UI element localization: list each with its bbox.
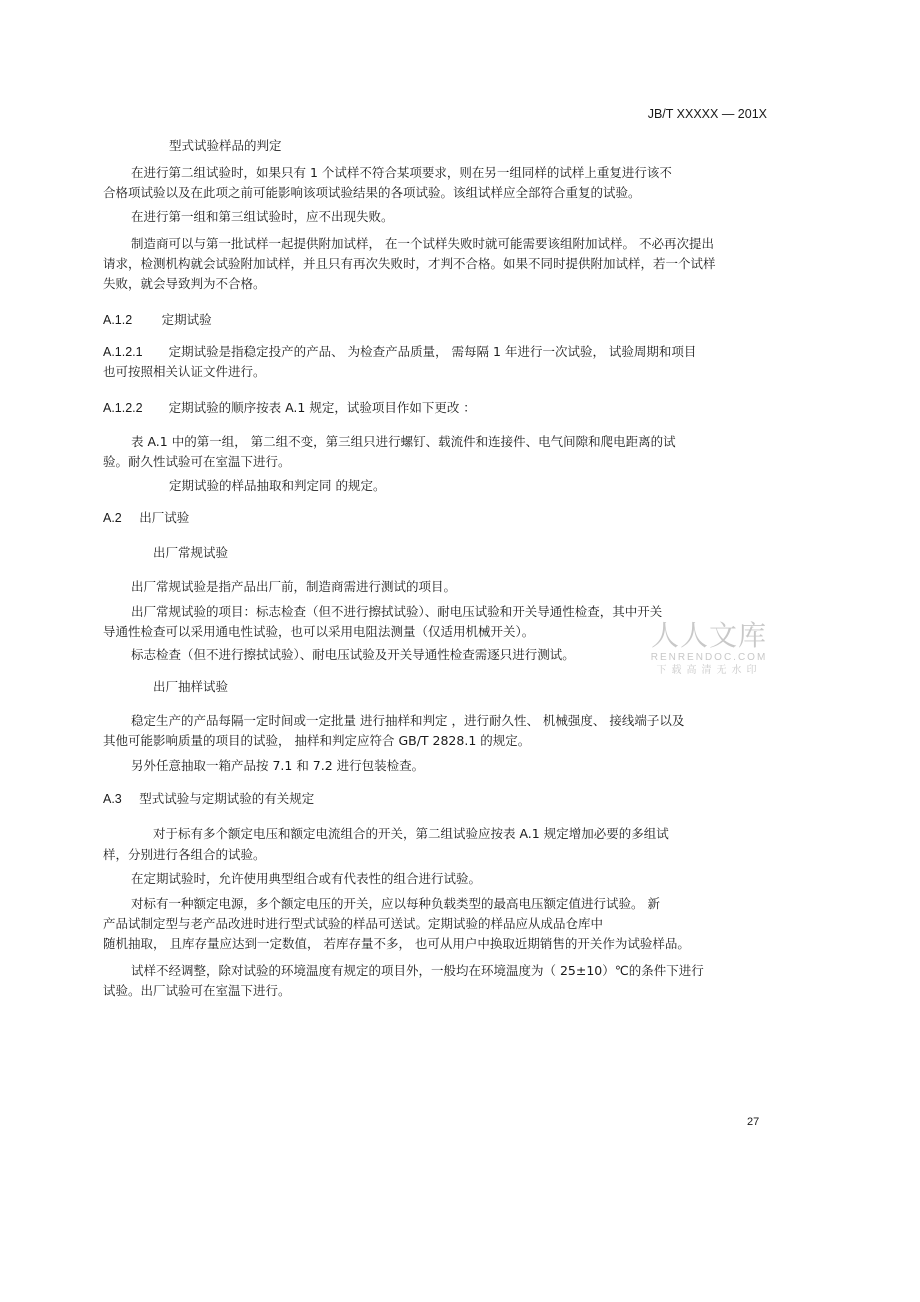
section-number: A.2: [103, 511, 122, 525]
section-title: 定期试验: [161, 313, 212, 327]
subheading-routine-test: 出厂常规试验: [153, 545, 229, 560]
paragraph-line: 其他可能影响质量的项目的试验， 抽样和判定应符合 GB/T 2828.1 的规定。: [103, 733, 531, 748]
paragraph-line: 试验。出厂试验可在室温下进行。: [103, 983, 291, 998]
paragraph-line: 制造商可以与第一批试样一起提供附加试样， 在一个试样失败时就可能需要该组附加试样。 不必再次提出: [131, 236, 714, 251]
paragraph-line: 标志检查（但不进行擦拭试验）、耐电压试验及开关导通性检查需逐只进行测试。: [131, 647, 575, 662]
clause-a121: [103, 342, 696, 362]
paragraph-line: 表 A.1 中的第一组， 第二组不变，第三组只进行螺钉、载流件和连接件、电气间隙和爬电距离的试: [131, 434, 676, 449]
paragraph-line: 对于标有多个额定电压和额定电流组合的开关，第二组试验应按表 A.1 规定增加必要的多组试: [153, 826, 669, 841]
section-title: 出厂试验: [139, 511, 190, 525]
watermark: [646, 620, 772, 678]
watermark-tagline: 下载高清无水印: [656, 665, 762, 676]
watermark-title: 人人文库: [650, 619, 767, 652]
paragraph-line: 定期试验的样品抽取和判定同 的规定。: [169, 478, 386, 493]
paragraph-line: 失败，就会导致判为不合格。: [103, 276, 266, 291]
paragraph-line: 样，分别进行各组合的试验。: [103, 847, 266, 862]
clause-text: 定期试验是指稳定投产的产品、 为检查产品质量， 需每隔 1 年进行一次试验， 试验周期和项目: [168, 344, 697, 359]
paragraph-line: 稳定生产的产品每隔一定时间或一定批量 进行抽样和判定 ，进行耐久性、 机械强度、 接线端子以及: [131, 713, 685, 728]
paragraph-line: 导通性检查可以采用通电性试验，也可以采用电阻法测量（仅适用机械开关）。: [103, 624, 535, 639]
paragraph-line: 另外任意抽取一箱产品按 7.1 和 7.2 进行包装检查。: [131, 758, 425, 773]
section-number: A.1.2: [103, 313, 133, 327]
clause-number: A.1.2.1: [103, 345, 143, 359]
page-number: 27: [747, 1116, 760, 1128]
clause-number: A.1.2.2: [103, 401, 143, 415]
watermark-url: RENRENDOC.COM: [650, 652, 768, 663]
subheading-type-test-judgement: 型式试验样品的判定: [169, 138, 282, 153]
paragraph-line: 在进行第二组试验时，如果只有 1 个试样不符合某项要求，则在另一组同样的试样上重复进行该不: [131, 165, 672, 180]
clause-text: 定期试验的顺序按表 A.1 规定，试验项目作如下更改 ：: [168, 400, 476, 415]
paragraph-line: 验。耐久性试验可在室温下进行。: [103, 454, 291, 469]
paragraph-line: 出厂常规试验的项目：标志检查（但不进行擦拭试验）、耐电压试验和开关导通性检查，其中开关: [131, 604, 663, 619]
subheading-sampling-test: 出厂抽样试验: [153, 679, 229, 694]
paragraph-line: 请求，检测机构就会试验附加试样，并且只有再次失败时，才判不合格。如果不同时提供附加试样，若一个试样: [103, 256, 716, 271]
paragraph-line: 随机抽取， 且库存量应达到一定数值， 若库存量不多， 也可从用户中换取近期销售的开关作为试验样品。: [103, 936, 690, 951]
clause-a122: [103, 398, 476, 418]
document-code-header: JB/T XXXXX — 201X: [647, 107, 767, 121]
paragraph-line: 试样不经调整，除对试验的环境温度有规定的项目外，一般均在环境温度为（ 25±10）℃的条件下进行: [131, 963, 704, 978]
paragraph-line: 在定期试验时，允许使用典型组合或有代表性的组合进行试验。: [131, 871, 482, 886]
paragraph-line: 对标有一种额定电源，多个额定电压的开关，应以每种负载类型的最高电压额定值进行试验。 新: [131, 896, 660, 911]
section-heading-a2: [103, 508, 189, 528]
section-number: A.3: [103, 792, 122, 806]
paragraph-line: 在进行第一组和第三组试验时，应不出现失败。: [131, 209, 394, 224]
section-heading-a3: [103, 789, 314, 809]
paragraph-line: 产品试制定型与老产品改进时进行型式试验的样品可送试。定期试验的样品应从成品仓库中: [103, 916, 604, 931]
section-heading-a12: [103, 310, 212, 330]
section-title: 型式试验与定期试验的有关规定: [139, 792, 315, 806]
paragraph-line: 出厂常规试验是指产品出厂前，制造商需进行测试的项目。: [131, 579, 457, 594]
paragraph-line: 也可按照相关认证文件进行。: [103, 364, 266, 379]
paragraph-line: 合格项试验以及在此项之前可能影响该项试验结果的各项试验。该组试样应全部符合重复的试验。: [103, 185, 641, 200]
